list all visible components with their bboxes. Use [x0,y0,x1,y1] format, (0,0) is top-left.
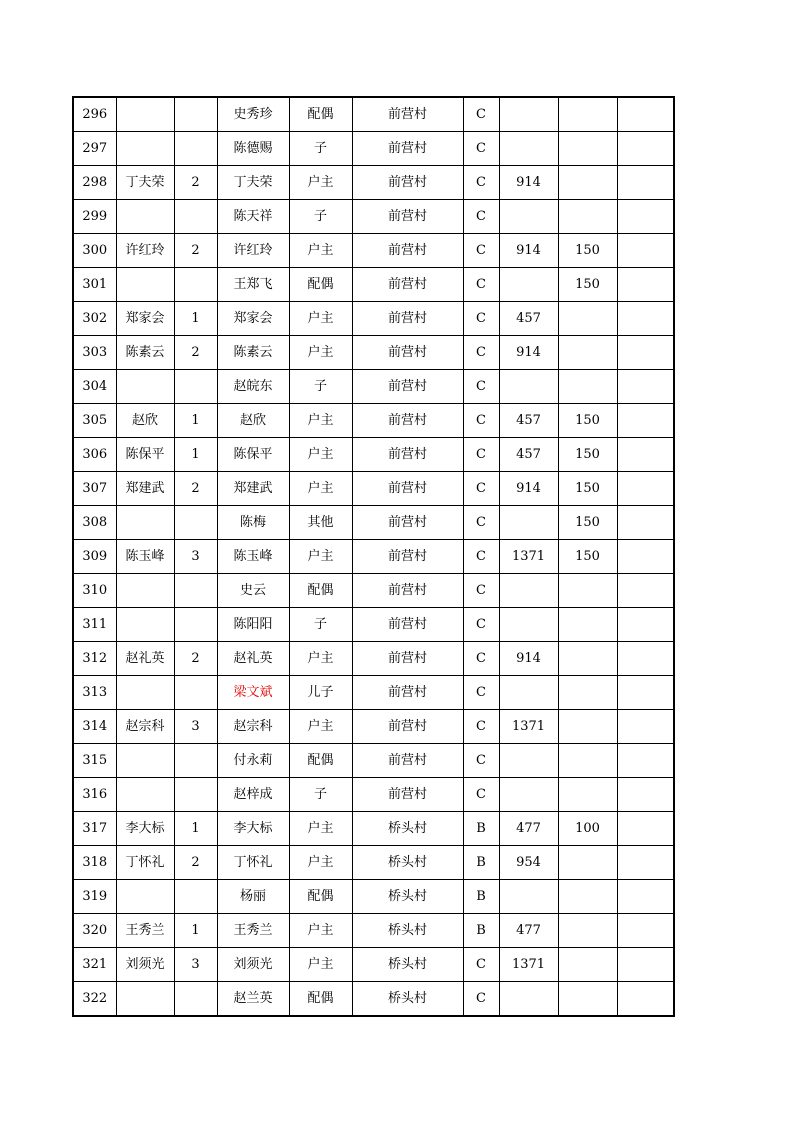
row-number: 298 [73,166,116,200]
grade-cell: C [463,710,499,744]
extra-cell [617,336,674,370]
household-size-cell: 1 [174,404,217,438]
extra-cell [617,676,674,710]
member-name-cell: 赵礼英 [217,642,289,676]
row-number: 317 [73,812,116,846]
amount1-cell [499,370,558,404]
member-name-cell: 史云 [217,574,289,608]
table-row [73,880,674,914]
member-name-cell: 赵宗科 [217,710,289,744]
row-number: 315 [73,744,116,778]
table-row [73,97,674,132]
roster-body [73,97,674,1016]
amount2-cell [558,132,617,166]
relation-cell: 配偶 [289,982,352,1017]
grade-cell: C [463,438,499,472]
member-name-cell: 赵梓成 [217,778,289,812]
household-size-cell [174,744,217,778]
household-head-cell: 赵礼英 [116,642,174,676]
member-name-cell: 王秀兰 [217,914,289,948]
household-head-cell [116,880,174,914]
village-cell: 前营村 [352,97,463,132]
member-name-cell: 许红玲 [217,234,289,268]
extra-cell [617,302,674,336]
row-number: 316 [73,778,116,812]
amount1-cell: 457 [499,404,558,438]
household-head-cell: 陈保平 [116,438,174,472]
extra-cell [617,506,674,540]
row-number: 308 [73,506,116,540]
household-head-cell: 陈素云 [116,336,174,370]
household-size-cell: 3 [174,710,217,744]
amount1-cell: 477 [499,914,558,948]
grade-cell: C [463,778,499,812]
row-number: 300 [73,234,116,268]
amount1-cell [499,97,558,132]
table-row [73,336,674,370]
row-number: 304 [73,370,116,404]
household-size-cell: 2 [174,336,217,370]
grade-cell: C [463,506,499,540]
member-name-cell: 陈阳阳 [217,608,289,642]
extra-cell [617,97,674,132]
member-name-cell: 李大标 [217,812,289,846]
relation-cell: 户主 [289,914,352,948]
table-row [73,506,674,540]
extra-cell [617,914,674,948]
amount2-cell [558,574,617,608]
relation-cell: 户主 [289,166,352,200]
member-name-cell: 史秀珍 [217,97,289,132]
household-head-cell: 李大标 [116,812,174,846]
amount1-cell: 954 [499,846,558,880]
table-row [73,948,674,982]
relation-cell: 子 [289,778,352,812]
relation-cell: 其他 [289,506,352,540]
relation-cell: 户主 [289,472,352,506]
amount2-cell [558,778,617,812]
table-row [73,812,674,846]
village-cell: 前营村 [352,302,463,336]
row-number: 310 [73,574,116,608]
row-number: 301 [73,268,116,302]
amount1-cell: 914 [499,166,558,200]
grade-cell: C [463,642,499,676]
table-row [73,982,674,1017]
relation-cell: 子 [289,132,352,166]
village-cell: 前营村 [352,370,463,404]
amount2-cell [558,200,617,234]
extra-cell [617,880,674,914]
extra-cell [617,540,674,574]
table-row [73,778,674,812]
extra-cell [617,132,674,166]
relation-cell: 户主 [289,948,352,982]
amount2-cell: 100 [558,812,617,846]
extra-cell [617,744,674,778]
village-cell: 前营村 [352,676,463,710]
member-name-cell: 梁文斌 [217,676,289,710]
extra-cell [617,642,674,676]
village-cell: 前营村 [352,506,463,540]
household-size-cell: 2 [174,642,217,676]
household-roster-table [72,96,675,1017]
table-row [73,370,674,404]
relation-cell: 配偶 [289,744,352,778]
village-cell: 桥头村 [352,846,463,880]
table-row [73,914,674,948]
table-row [73,472,674,506]
household-size-cell [174,268,217,302]
household-size-cell [174,778,217,812]
household-head-cell [116,97,174,132]
village-cell: 前营村 [352,608,463,642]
amount1-cell [499,574,558,608]
table-row [73,676,674,710]
household-head-cell [116,506,174,540]
amount1-cell: 477 [499,812,558,846]
household-head-cell: 赵欣 [116,404,174,438]
table-row [73,234,674,268]
amount2-cell [558,642,617,676]
amount2-cell: 150 [558,540,617,574]
extra-cell [617,200,674,234]
amount2-cell: 150 [558,506,617,540]
extra-cell [617,234,674,268]
row-number: 322 [73,982,116,1017]
amount2-cell [558,676,617,710]
household-size-cell: 3 [174,948,217,982]
row-number: 299 [73,200,116,234]
household-size-cell: 3 [174,540,217,574]
village-cell: 前营村 [352,166,463,200]
table-row [73,846,674,880]
village-cell: 前营村 [352,132,463,166]
village-cell: 前营村 [352,744,463,778]
row-number: 306 [73,438,116,472]
grade-cell: B [463,880,499,914]
grade-cell: B [463,914,499,948]
grade-cell: C [463,302,499,336]
village-cell: 桥头村 [352,812,463,846]
relation-cell: 配偶 [289,880,352,914]
amount2-cell [558,370,617,404]
member-name-cell: 付永莉 [217,744,289,778]
table-row [73,268,674,302]
member-name-cell: 陈保平 [217,438,289,472]
table-row [73,540,674,574]
amount1-cell [499,132,558,166]
extra-cell [617,846,674,880]
table-row [73,574,674,608]
relation-cell: 户主 [289,438,352,472]
member-name-cell: 赵兰英 [217,982,289,1017]
household-size-cell: 1 [174,914,217,948]
relation-cell: 配偶 [289,97,352,132]
household-head-cell [116,370,174,404]
household-head-cell: 许红玲 [116,234,174,268]
household-head-cell [116,132,174,166]
household-head-cell: 丁怀礼 [116,846,174,880]
grade-cell: C [463,472,499,506]
amount2-cell: 150 [558,234,617,268]
household-head-cell [116,744,174,778]
extra-cell [617,710,674,744]
village-cell: 前营村 [352,472,463,506]
household-head-cell: 陈玉峰 [116,540,174,574]
extra-cell [617,574,674,608]
grade-cell: B [463,812,499,846]
amount2-cell [558,336,617,370]
amount2-cell [558,744,617,778]
amount1-cell: 457 [499,438,558,472]
household-size-cell [174,97,217,132]
member-name-cell: 陈梅 [217,506,289,540]
table-row [73,404,674,438]
table-row [73,710,674,744]
grade-cell: C [463,97,499,132]
household-size-cell: 1 [174,812,217,846]
member-name-cell: 丁夫荣 [217,166,289,200]
row-number: 312 [73,642,116,676]
row-number: 303 [73,336,116,370]
row-number: 307 [73,472,116,506]
member-name-cell: 陈玉峰 [217,540,289,574]
amount1-cell: 1371 [499,948,558,982]
row-number: 319 [73,880,116,914]
household-size-cell: 1 [174,438,217,472]
extra-cell [617,268,674,302]
table-row [73,438,674,472]
grade-cell: C [463,132,499,166]
amount1-cell [499,880,558,914]
member-name-cell: 刘须光 [217,948,289,982]
grade-cell: C [463,744,499,778]
member-name-cell: 陈素云 [217,336,289,370]
table-row [73,132,674,166]
household-head-cell [116,676,174,710]
village-cell: 桥头村 [352,948,463,982]
grade-cell: C [463,200,499,234]
amount2-cell [558,846,617,880]
amount1-cell: 1371 [499,540,558,574]
amount1-cell: 914 [499,234,558,268]
household-head-cell [116,778,174,812]
household-head-cell: 郑家会 [116,302,174,336]
row-number: 314 [73,710,116,744]
household-size-cell: 2 [174,234,217,268]
household-head-cell [116,982,174,1017]
amount1-cell [499,506,558,540]
extra-cell [617,608,674,642]
household-size-cell [174,574,217,608]
row-number: 318 [73,846,116,880]
extra-cell [617,438,674,472]
relation-cell: 配偶 [289,574,352,608]
relation-cell: 户主 [289,812,352,846]
row-number: 320 [73,914,116,948]
amount1-cell [499,744,558,778]
row-number: 296 [73,97,116,132]
amount2-cell [558,880,617,914]
grade-cell: C [463,608,499,642]
household-size-cell [174,370,217,404]
grade-cell: C [463,540,499,574]
grade-cell: C [463,574,499,608]
row-number: 321 [73,948,116,982]
grade-cell: C [463,336,499,370]
amount2-cell: 150 [558,472,617,506]
household-head-cell: 刘须光 [116,948,174,982]
member-name-cell: 王郑飞 [217,268,289,302]
extra-cell [617,166,674,200]
household-size-cell [174,676,217,710]
household-size-cell: 2 [174,846,217,880]
household-size-cell [174,506,217,540]
village-cell: 前营村 [352,778,463,812]
amount1-cell: 914 [499,642,558,676]
household-head-cell: 王秀兰 [116,914,174,948]
household-head-cell: 郑建武 [116,472,174,506]
amount2-cell: 150 [558,404,617,438]
amount2-cell [558,97,617,132]
household-size-cell: 2 [174,472,217,506]
household-size-cell [174,880,217,914]
grade-cell: C [463,268,499,302]
grade-cell: C [463,982,499,1017]
row-number: 313 [73,676,116,710]
amount1-cell: 457 [499,302,558,336]
table-row [73,744,674,778]
household-head-cell [116,268,174,302]
amount2-cell: 150 [558,268,617,302]
grade-cell: C [463,948,499,982]
village-cell: 前营村 [352,336,463,370]
village-cell: 前营村 [352,234,463,268]
household-size-cell [174,608,217,642]
extra-cell [617,472,674,506]
relation-cell: 户主 [289,234,352,268]
relation-cell: 儿子 [289,676,352,710]
household-head-cell: 赵宗科 [116,710,174,744]
amount1-cell [499,778,558,812]
village-cell: 前营村 [352,438,463,472]
extra-cell [617,812,674,846]
amount1-cell [499,268,558,302]
household-size-cell: 2 [174,166,217,200]
relation-cell: 配偶 [289,268,352,302]
grade-cell: C [463,676,499,710]
member-name-cell: 赵欣 [217,404,289,438]
member-name-cell: 陈天祥 [217,200,289,234]
relation-cell: 户主 [289,642,352,676]
table-row [73,608,674,642]
extra-cell [617,778,674,812]
member-name-cell: 郑家会 [217,302,289,336]
table-row [73,166,674,200]
grade-cell: C [463,234,499,268]
extra-cell [617,982,674,1017]
village-cell: 桥头村 [352,914,463,948]
village-cell: 前营村 [352,574,463,608]
relation-cell: 户主 [289,336,352,370]
amount1-cell [499,200,558,234]
row-number: 302 [73,302,116,336]
member-name-cell: 郑建武 [217,472,289,506]
extra-cell [617,404,674,438]
household-head-cell: 丁夫荣 [116,166,174,200]
relation-cell: 子 [289,370,352,404]
member-name-cell: 陈德赐 [217,132,289,166]
household-size-cell [174,200,217,234]
amount2-cell [558,982,617,1017]
household-head-cell [116,574,174,608]
amount2-cell [558,914,617,948]
amount2-cell [558,608,617,642]
village-cell: 前营村 [352,710,463,744]
grade-cell: C [463,166,499,200]
amount1-cell [499,676,558,710]
relation-cell: 子 [289,200,352,234]
row-number: 309 [73,540,116,574]
relation-cell: 户主 [289,846,352,880]
relation-cell: 户主 [289,540,352,574]
household-head-cell [116,608,174,642]
table-row [73,302,674,336]
household-size-cell [174,982,217,1017]
member-name-cell: 杨丽 [217,880,289,914]
amount2-cell [558,948,617,982]
relation-cell: 户主 [289,302,352,336]
grade-cell: C [463,404,499,438]
village-cell: 桥头村 [352,982,463,1017]
amount2-cell [558,710,617,744]
household-size-cell [174,132,217,166]
village-cell: 前营村 [352,268,463,302]
village-cell: 前营村 [352,540,463,574]
relation-cell: 户主 [289,404,352,438]
table-row [73,642,674,676]
amount1-cell [499,982,558,1017]
amount1-cell [499,608,558,642]
member-name-cell: 赵皖东 [217,370,289,404]
household-head-cell [116,200,174,234]
row-number: 311 [73,608,116,642]
village-cell: 前营村 [352,404,463,438]
extra-cell [617,370,674,404]
grade-cell: B [463,846,499,880]
village-cell: 前营村 [352,200,463,234]
amount2-cell: 150 [558,438,617,472]
amount1-cell: 914 [499,336,558,370]
village-cell: 桥头村 [352,880,463,914]
relation-cell: 户主 [289,710,352,744]
grade-cell: C [463,370,499,404]
village-cell: 前营村 [352,642,463,676]
relation-cell: 子 [289,608,352,642]
extra-cell [617,948,674,982]
amount1-cell: 1371 [499,710,558,744]
amount2-cell [558,166,617,200]
amount1-cell: 914 [499,472,558,506]
table-row [73,200,674,234]
amount2-cell [558,302,617,336]
row-number: 297 [73,132,116,166]
household-size-cell: 1 [174,302,217,336]
member-name-cell: 丁怀礼 [217,846,289,880]
row-number: 305 [73,404,116,438]
